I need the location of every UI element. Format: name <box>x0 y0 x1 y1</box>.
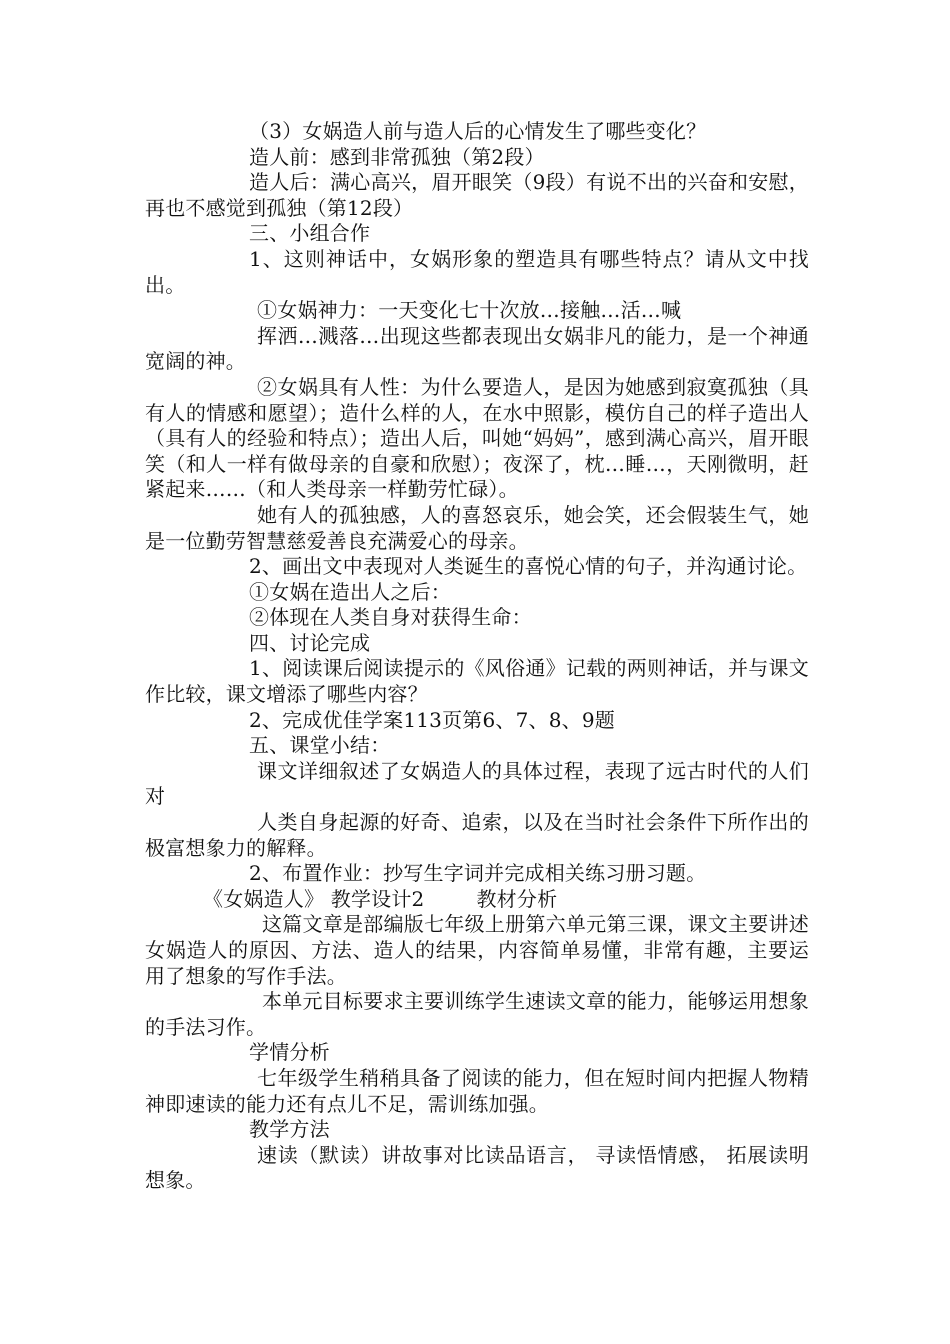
answer-before: 造人前：感到非常孤独（第2段） <box>249 144 545 169</box>
section-heading-4: 四、讨论完成 <box>249 630 371 655</box>
section-heading-5: 五、课堂小结： <box>249 733 391 758</box>
analysis-para-1: 这篇文章是部编版七年级上册第六单元第三课，课文主要讲述女娲造人的原因、方法、造人的结果，内容简单易懂，非常有趣，主要运用了想象的写作手法。 <box>145 912 809 988</box>
design-title: 《女娲造人》 教学设计2 <box>203 886 425 911</box>
point-divine-power-detail: 挥洒…溅落…出现这些都表现出女娲非凡的能力，是一个神通宽阔的神。 <box>145 323 809 374</box>
point-human-nature: ②女娲具有人性：为什么要造人，是因为她感到寂寞孤独（具有人的情感和愿望）；造什么样的人，在水中照影，模仿自己的样子造出人（具有人的经验和特点）；造出人后，叫她“妈妈”，感到满心高兴，眉开眼笑（和人一样有做母亲的自豪和欣慰）；夜深了，枕…睡…，天刚微明，赶紧起来……（和人类母亲一样勤劳忙碌）。 <box>145 374 809 502</box>
sub-point-1: ①女娲在造出人之后： <box>249 579 451 604</box>
learner-analysis-para: 七年级学生稍稍具备了阅读的能力，但在短时间内把握人物精神即速读的能力还有点儿不足，需训练加强。 <box>145 1065 809 1116</box>
textbook-analysis-heading: 教材分析 <box>476 886 558 911</box>
group-question-1: 1、这则神话中，女娲形象的塑造具有哪些特点？请从文中找出。 <box>145 246 809 297</box>
analysis-para-2: 本单元目标要求主要训练学生速读文章的能力，能够运用想象的手法习作。 <box>145 989 809 1039</box>
document-body <box>145 119 809 1194</box>
sub-point-2: ②体现在人类自身对获得生命： <box>249 605 532 630</box>
discussion-item-1: 1、阅读课后阅读提示的《风俗通》记载的两则神话，并与课文作比较，课文增添了哪些内容？ <box>145 656 809 707</box>
group-question-2: 2、画出文中表现对人类诞生的喜悦心情的句子，并沟通讨论。 <box>249 554 808 579</box>
homework: 2、布置作业：抄写生字词并完成相关练习册习题。 <box>249 861 707 886</box>
question-3: （3）女娲造人前与造人后的心情发生了哪些变化？ <box>249 119 707 143</box>
answer-after: 造人后：满心高兴，眉开眼笑（9段）有说不出的兴奋和安慰，再也不感觉到孤独（第12段） <box>145 170 809 220</box>
section-heading-3: 三、小组合作 <box>249 221 371 246</box>
teaching-method-para: 速读（默读）讲故事对比读品语言， 寻读悟情感， 拓展读明想象。 <box>145 1142 809 1193</box>
teaching-method-heading: 教学方法 <box>249 1117 330 1142</box>
summary-para-2: 人类自身起源的好奇、追索，以及在当时社会条件下所作出的极富想象力的解释。 <box>145 810 809 860</box>
summary-para-1: 课文详细叙述了女娲造人的具体过程，表现了远古时代的人们对 <box>145 758 809 809</box>
point-summary: 她有人的孤独感，人的喜怒哀乐，她会笑，还会假装生气，她是一位勤劳智慧慈爱善良充满爱心的母亲。 <box>145 502 809 553</box>
design-title-line <box>145 887 809 913</box>
discussion-item-2: 2、完成优佳学案113页第6、7、8、9题 <box>249 707 615 732</box>
point-divine-power: ①女娲神力：一天变化七十次放…接触…活…喊 <box>257 298 682 323</box>
learner-analysis-heading: 学情分析 <box>249 1040 330 1065</box>
